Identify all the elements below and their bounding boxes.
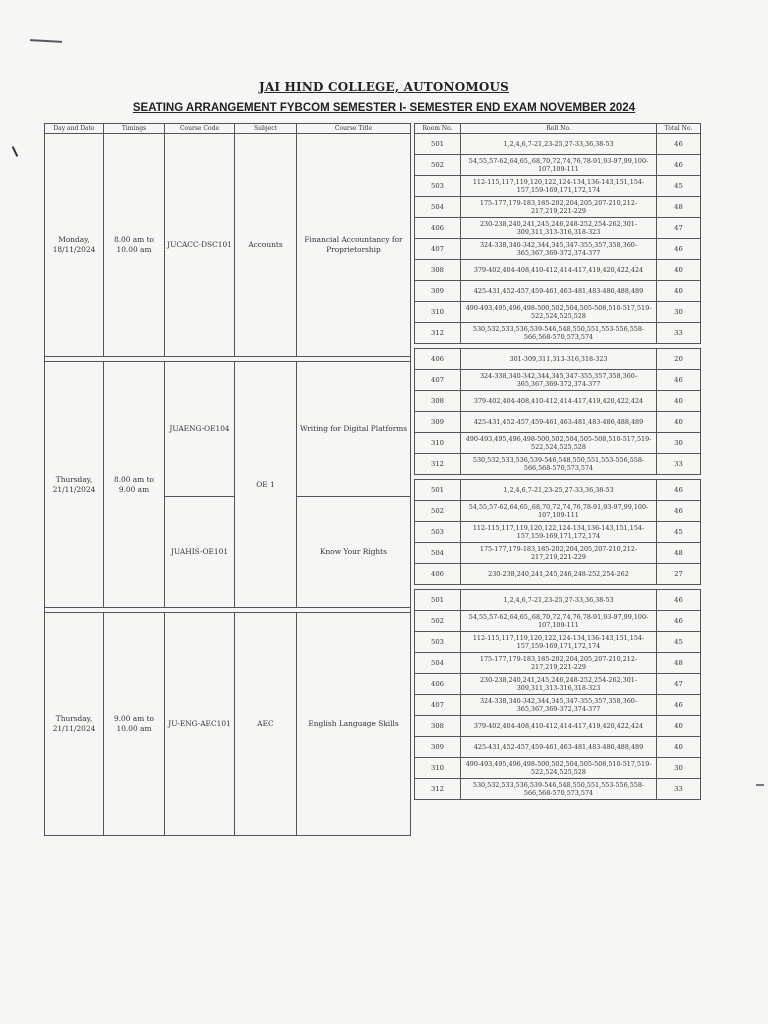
table-row	[415, 564, 701, 585]
table-row	[415, 260, 701, 281]
total-count: 46	[657, 155, 701, 176]
roll-numbers: 301-309,311,313-316,318-323	[461, 349, 657, 370]
day-label: Thursday,	[55, 714, 93, 723]
room-number: 406	[415, 218, 461, 239]
table-row	[415, 543, 701, 564]
room-number: 502	[415, 611, 461, 632]
total-count: 40	[657, 260, 701, 281]
time-to: 9.00 am	[118, 484, 150, 494]
time-from: 9.00 am to	[114, 714, 154, 723]
roll-numbers: 530,532,533,536,539-546,548,550,551,553-556,558-566,568-570,573,574	[461, 454, 657, 475]
table-row	[415, 632, 701, 653]
table-row	[415, 155, 701, 176]
total-count: 30	[657, 758, 701, 779]
total-count: 40	[657, 737, 701, 758]
header-course-title: Course Title	[297, 124, 411, 134]
total-count: 30	[657, 302, 701, 323]
table-row	[415, 239, 701, 260]
room-number: 407	[415, 370, 461, 391]
room-number: 501	[415, 480, 461, 501]
table-row	[415, 522, 701, 543]
roll-numbers: 54,55,57-62,64,65,,68,70,72,74,76,78-91,93-97,99,100-107,109-111	[461, 501, 657, 522]
table-row	[415, 653, 701, 674]
day-date-cell	[45, 613, 104, 836]
room-number: 309	[415, 281, 461, 302]
total-count: 46	[657, 480, 701, 501]
date-label: 18/11/2024	[52, 245, 96, 254]
session-row	[45, 362, 411, 497]
roll-numbers: 1,2,4,6,7-21,23-25,27-33,36,38-53	[461, 480, 657, 501]
day-label: Monday,	[58, 235, 90, 244]
roll-numbers: 324-338,340-342,344,345,347-355,357,358,360-365,367,369-372,374-377	[461, 695, 657, 716]
total-count: 30	[657, 433, 701, 454]
room-number: 407	[415, 239, 461, 260]
total-count: 47	[657, 218, 701, 239]
course-title-cell: Know Your Rights	[297, 497, 411, 608]
course-code-cell: JUCACC-DSC101	[165, 134, 235, 357]
total-count: 40	[657, 716, 701, 737]
subject-cell: AEC	[235, 613, 297, 836]
table-row	[415, 611, 701, 632]
room-number: 503	[415, 176, 461, 197]
table-row	[415, 737, 701, 758]
room-number: 504	[415, 197, 461, 218]
room-number: 308	[415, 260, 461, 281]
roll-numbers: 379-402,404-408,410-412,414-417,419,420,422,424	[461, 391, 657, 412]
session-info-table	[44, 123, 411, 836]
room-number: 406	[415, 674, 461, 695]
room-number: 501	[415, 590, 461, 611]
pen-mark	[12, 146, 18, 157]
roll-numbers: 425-431,452-457,459-461,463-481,483-486,488,489	[461, 281, 657, 302]
roll-numbers: 324-338,340-342,344,345,347-355,357,358,360-365,367,369-372,374-377	[461, 370, 657, 391]
total-count: 46	[657, 134, 701, 155]
total-count: 45	[657, 632, 701, 653]
total-count: 33	[657, 454, 701, 475]
course-code-cell: JU-ENG-AEC101	[165, 613, 235, 836]
room-number: 504	[415, 653, 461, 674]
roll-numbers: 425-431,452-457,459-461,463-481,483-486,488,489	[461, 737, 657, 758]
table-header-row	[45, 124, 411, 134]
table-row	[415, 454, 701, 475]
session-row	[45, 613, 411, 836]
roll-numbers: 230-238,240,241,245,246,248-252,254-262,301-309,311,313-316,318-323	[461, 218, 657, 239]
room-allocation-table	[414, 123, 701, 800]
table-row	[415, 716, 701, 737]
table-row	[415, 779, 701, 800]
total-count: 40	[657, 412, 701, 433]
total-count: 33	[657, 323, 701, 344]
table-row	[415, 323, 701, 344]
timing-cell	[104, 613, 165, 836]
table-row	[415, 349, 701, 370]
total-count: 40	[657, 391, 701, 412]
table-row	[415, 433, 701, 454]
course-title-cell: English Language Skills	[297, 613, 411, 836]
room-number: 502	[415, 501, 461, 522]
roll-numbers: 490-493,495,496,498-500,502,504,505-508,510-517,519-522,524,525,528	[461, 758, 657, 779]
total-count: 46	[657, 590, 701, 611]
room-number: 503	[415, 522, 461, 543]
total-count: 46	[657, 501, 701, 522]
roll-numbers: 175-177,179-183,185-202,204,205,207-210,212-217,219,221-229	[461, 653, 657, 674]
table-row	[415, 412, 701, 433]
total-count: 48	[657, 543, 701, 564]
course-code-cell: JUAHIS-OE101	[165, 497, 235, 608]
room-number: 308	[415, 716, 461, 737]
table-row	[415, 480, 701, 501]
timing-cell	[104, 134, 165, 357]
day-date-cell	[45, 362, 104, 608]
roll-numbers: 54,55,57-62,64,65,,68,70,72,74,76,78-91,93-97,99,100-107,109-111	[461, 611, 657, 632]
roll-numbers: 230-238,240,241,245,246,248-252,254-262	[461, 564, 657, 585]
roll-numbers: 490-493,495,496,498-500,502,504,505-508,510-517,519-522,524,525,528	[461, 302, 657, 323]
table-row	[415, 695, 701, 716]
date-label: 21/11/2024	[52, 484, 96, 494]
room-rows	[415, 134, 701, 800]
roll-numbers: 490-493,495,496,498-500,502,504,505-508,510-517,519-522,524,525,528	[461, 433, 657, 454]
total-count: 48	[657, 197, 701, 218]
total-count: 46	[657, 695, 701, 716]
total-count: 40	[657, 281, 701, 302]
total-count: 33	[657, 779, 701, 800]
time-from: 8.00 am to	[114, 474, 154, 484]
header-timings: Timings	[104, 124, 165, 134]
room-number: 310	[415, 758, 461, 779]
roll-numbers: 1,2,4,6,7-21,23-25,27-33,36,38-53	[461, 590, 657, 611]
table-row	[415, 134, 701, 155]
total-count: 46	[657, 239, 701, 260]
table-row	[415, 758, 701, 779]
course-title-cell: Writing for Digital Platforms	[297, 362, 411, 497]
scan-mark	[756, 784, 764, 786]
table-row	[415, 370, 701, 391]
roll-numbers: 54,55,57-62,64,65,,68,70,72,74,76,78-91,93-97,99,100-107,109-111	[461, 155, 657, 176]
table-header-row	[415, 124, 701, 134]
roll-numbers: 112-115,117,119,120,122,124-134,136-143,151,154-157,159-169,171,172,174	[461, 176, 657, 197]
total-count: 20	[657, 349, 701, 370]
college-title: JAI HIND COLLEGE, AUTONOMOUS	[258, 80, 510, 94]
day-label: Thursday,	[55, 474, 93, 484]
roll-numbers: 1,2,4,6,7-21,23-25,27-33,36,38-53	[461, 134, 657, 155]
table-row	[415, 281, 701, 302]
table-row	[415, 501, 701, 522]
room-number: 502	[415, 155, 461, 176]
time-to: 10.00 am	[116, 724, 152, 733]
subject-cell: Accounts	[235, 134, 297, 357]
subject-cell: OE 1	[235, 362, 297, 608]
session-row	[45, 134, 411, 357]
room-number: 309	[415, 412, 461, 433]
header-subject: Subject	[235, 124, 297, 134]
roll-numbers: 175-177,179-183,185-202,204,205,207-210,212-217,219,221-229	[461, 543, 657, 564]
total-count: 45	[657, 522, 701, 543]
time-from: 8.00 am to	[114, 235, 154, 244]
table-row	[415, 218, 701, 239]
room-number: 501	[415, 134, 461, 155]
total-count: 48	[657, 653, 701, 674]
pen-mark	[30, 39, 62, 43]
roll-numbers: 324-338,340-342,344,345,347-355,357,358,360-365,367,369-372,374-377	[461, 239, 657, 260]
total-count: 46	[657, 611, 701, 632]
table-row	[415, 674, 701, 695]
document-subtitle: SEATING ARRANGEMENT FYBCOM SEMESTER I- SEMESTER END EXAM NOVEMBER 2024	[132, 102, 636, 114]
table-row	[415, 197, 701, 218]
time-to: 10.00 am	[116, 245, 152, 254]
room-number: 312	[415, 454, 461, 475]
course-title-cell: Financial Accountancy for Proprietorship	[297, 134, 411, 357]
room-number: 503	[415, 632, 461, 653]
roll-numbers: 175-177,179-183,185-202,204,205,207-210,212-217,219,221-229	[461, 197, 657, 218]
header-total-no: Total No.	[657, 124, 701, 134]
table-row	[415, 590, 701, 611]
header-roll-no: Roll No.	[461, 124, 657, 134]
total-count: 47	[657, 674, 701, 695]
room-number: 310	[415, 433, 461, 454]
table-row	[415, 302, 701, 323]
room-number: 309	[415, 737, 461, 758]
header-course-code: Course Code	[165, 124, 235, 134]
room-number: 312	[415, 323, 461, 344]
room-number: 308	[415, 391, 461, 412]
header-day-date: Day and Date	[45, 124, 104, 134]
course-code-cell: JUAENG-OE104	[165, 362, 235, 497]
total-count: 27	[657, 564, 701, 585]
room-number: 407	[415, 695, 461, 716]
header-room-no: Room No.	[415, 124, 461, 134]
roll-numbers: 379-402,404-408,410-412,414-417,419,420,422,424	[461, 260, 657, 281]
room-number: 406	[415, 349, 461, 370]
roll-numbers: 425-431,452-457,459-461,463-481,483-486,488,489	[461, 412, 657, 433]
roll-numbers: 530,532,533,536,539-546,548,550,551,553-556,558-566,568-570,573,574	[461, 779, 657, 800]
table-row	[415, 176, 701, 197]
total-count: 46	[657, 370, 701, 391]
day-date-cell	[45, 134, 104, 357]
roll-numbers: 112-115,117,119,120,122,124-134,136-143,151,154-157,159-169,171,172,174	[461, 522, 657, 543]
roll-numbers: 230-238,240,241,245,246,248-252,254-262,301-309,311,313-316,318-323	[461, 674, 657, 695]
room-number: 406	[415, 564, 461, 585]
timing-cell	[104, 362, 165, 608]
table-row	[415, 391, 701, 412]
room-number: 312	[415, 779, 461, 800]
roll-numbers: 112-115,117,119,120,122,124-134,136-143,151,154-157,159-169,171,172,174	[461, 632, 657, 653]
roll-numbers: 530,532,533,536,539-546,548,550,551,553-556,558-566,568-570,573,574	[461, 323, 657, 344]
roll-numbers: 379-402,404-408,410-412,414-417,419,420,422,424	[461, 716, 657, 737]
room-number: 310	[415, 302, 461, 323]
date-label: 21/11/2024	[52, 724, 96, 733]
room-number: 504	[415, 543, 461, 564]
total-count: 45	[657, 176, 701, 197]
